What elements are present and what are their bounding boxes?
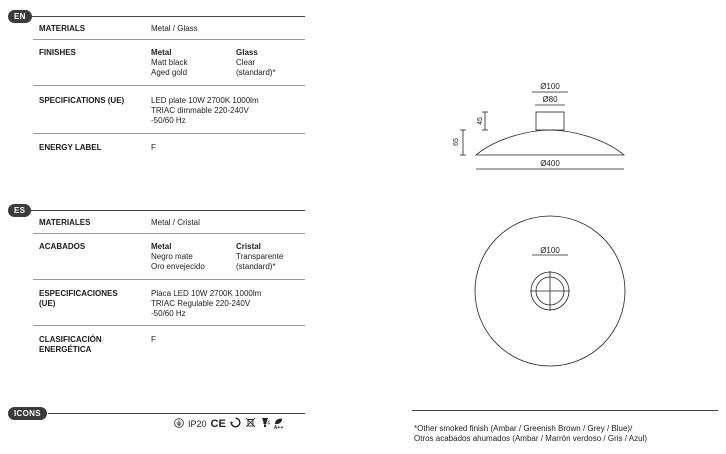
materials-value: Metal / Glass xyxy=(151,24,198,33)
acabados-label: ACABADOS xyxy=(39,242,86,251)
finish-glass-option: Clear xyxy=(236,58,256,67)
acabado-cristal-option: (standard)* xyxy=(236,262,276,271)
finish-glass-option: (standard)* xyxy=(236,68,276,77)
plan-view xyxy=(475,216,625,366)
ip-rating: IP20 xyxy=(188,419,207,429)
footnote-rule xyxy=(412,410,718,411)
footnote xyxy=(414,424,647,444)
finish-glass-heading: Glass xyxy=(236,48,258,57)
energy-label: ENERGY LABEL xyxy=(39,143,102,152)
spec-line: -50/60 Hz xyxy=(151,116,186,125)
especificaciones-label-line: ESPECIFICACIONES xyxy=(39,289,118,298)
lamp-shade-profile xyxy=(476,130,624,155)
footnote-line: Otros acabados ahumados (Ambar / Marrón verdoso / Gris / Azul) xyxy=(414,434,647,443)
spec-line: TRIAC dimmable 220-240V xyxy=(151,106,249,115)
spec-line: LED plate 10W 2700K 1000lm xyxy=(151,96,259,105)
acabado-cristal-option: Transparente xyxy=(236,252,284,261)
section-tag-icons: ICONS xyxy=(8,407,47,420)
finish-metal-option: Aged gold xyxy=(151,68,188,77)
spec-line: Placa LED 10W 2700K 1000lm xyxy=(151,289,262,298)
materiales-label: MATERIALES xyxy=(39,218,91,227)
footnote-line: *Other smoked finish (Ambar / Greenish Brown / Grey / Blue)/ xyxy=(414,424,633,433)
ceiling-canopy xyxy=(536,112,564,130)
finishes-label: FINISHES xyxy=(39,48,76,57)
materiales-value: Metal / Cristal xyxy=(151,218,200,227)
acabado-metal-option: Negro mate xyxy=(151,252,193,261)
dim-d400: Ø400 xyxy=(540,159,560,168)
ce-mark-icon: CE xyxy=(210,418,226,430)
dim-d100-top: Ø100 xyxy=(540,82,560,91)
clasificacion-label-line: CLASIFICACIÓN xyxy=(39,335,102,344)
section-tag-es: ES xyxy=(8,204,31,217)
acabado-cristal-heading: Cristal xyxy=(236,242,261,251)
finish-metal-heading: Metal xyxy=(151,48,172,57)
acabado-metal-option: Oro envejecido xyxy=(151,262,205,271)
dim-d80: Ø80 xyxy=(542,95,558,104)
dim-d100-plan: Ø100 xyxy=(540,246,560,255)
finish-metal-option: Matt black xyxy=(151,58,188,67)
especificaciones-label-line: (UE) xyxy=(39,299,56,308)
dim-65: 65 xyxy=(453,138,460,146)
acabado-metal-heading: Metal xyxy=(151,242,172,251)
energy-class-label: A++ xyxy=(273,424,284,431)
specifications-label: SPECIFICATIONS (UE) xyxy=(39,96,125,105)
materials-label: MATERIALS xyxy=(39,24,86,33)
clasificacion-label-line: ENERGÉTICA xyxy=(39,345,92,354)
spec-line: TRIAC Regulable 220-240V xyxy=(151,299,251,308)
dim-45: 45 xyxy=(477,117,484,125)
section-tag-en: EN xyxy=(8,10,32,23)
clasificacion-value: F xyxy=(151,335,156,344)
energy-value: F xyxy=(151,143,156,152)
spec-line: -50/60 Hz xyxy=(151,309,186,318)
